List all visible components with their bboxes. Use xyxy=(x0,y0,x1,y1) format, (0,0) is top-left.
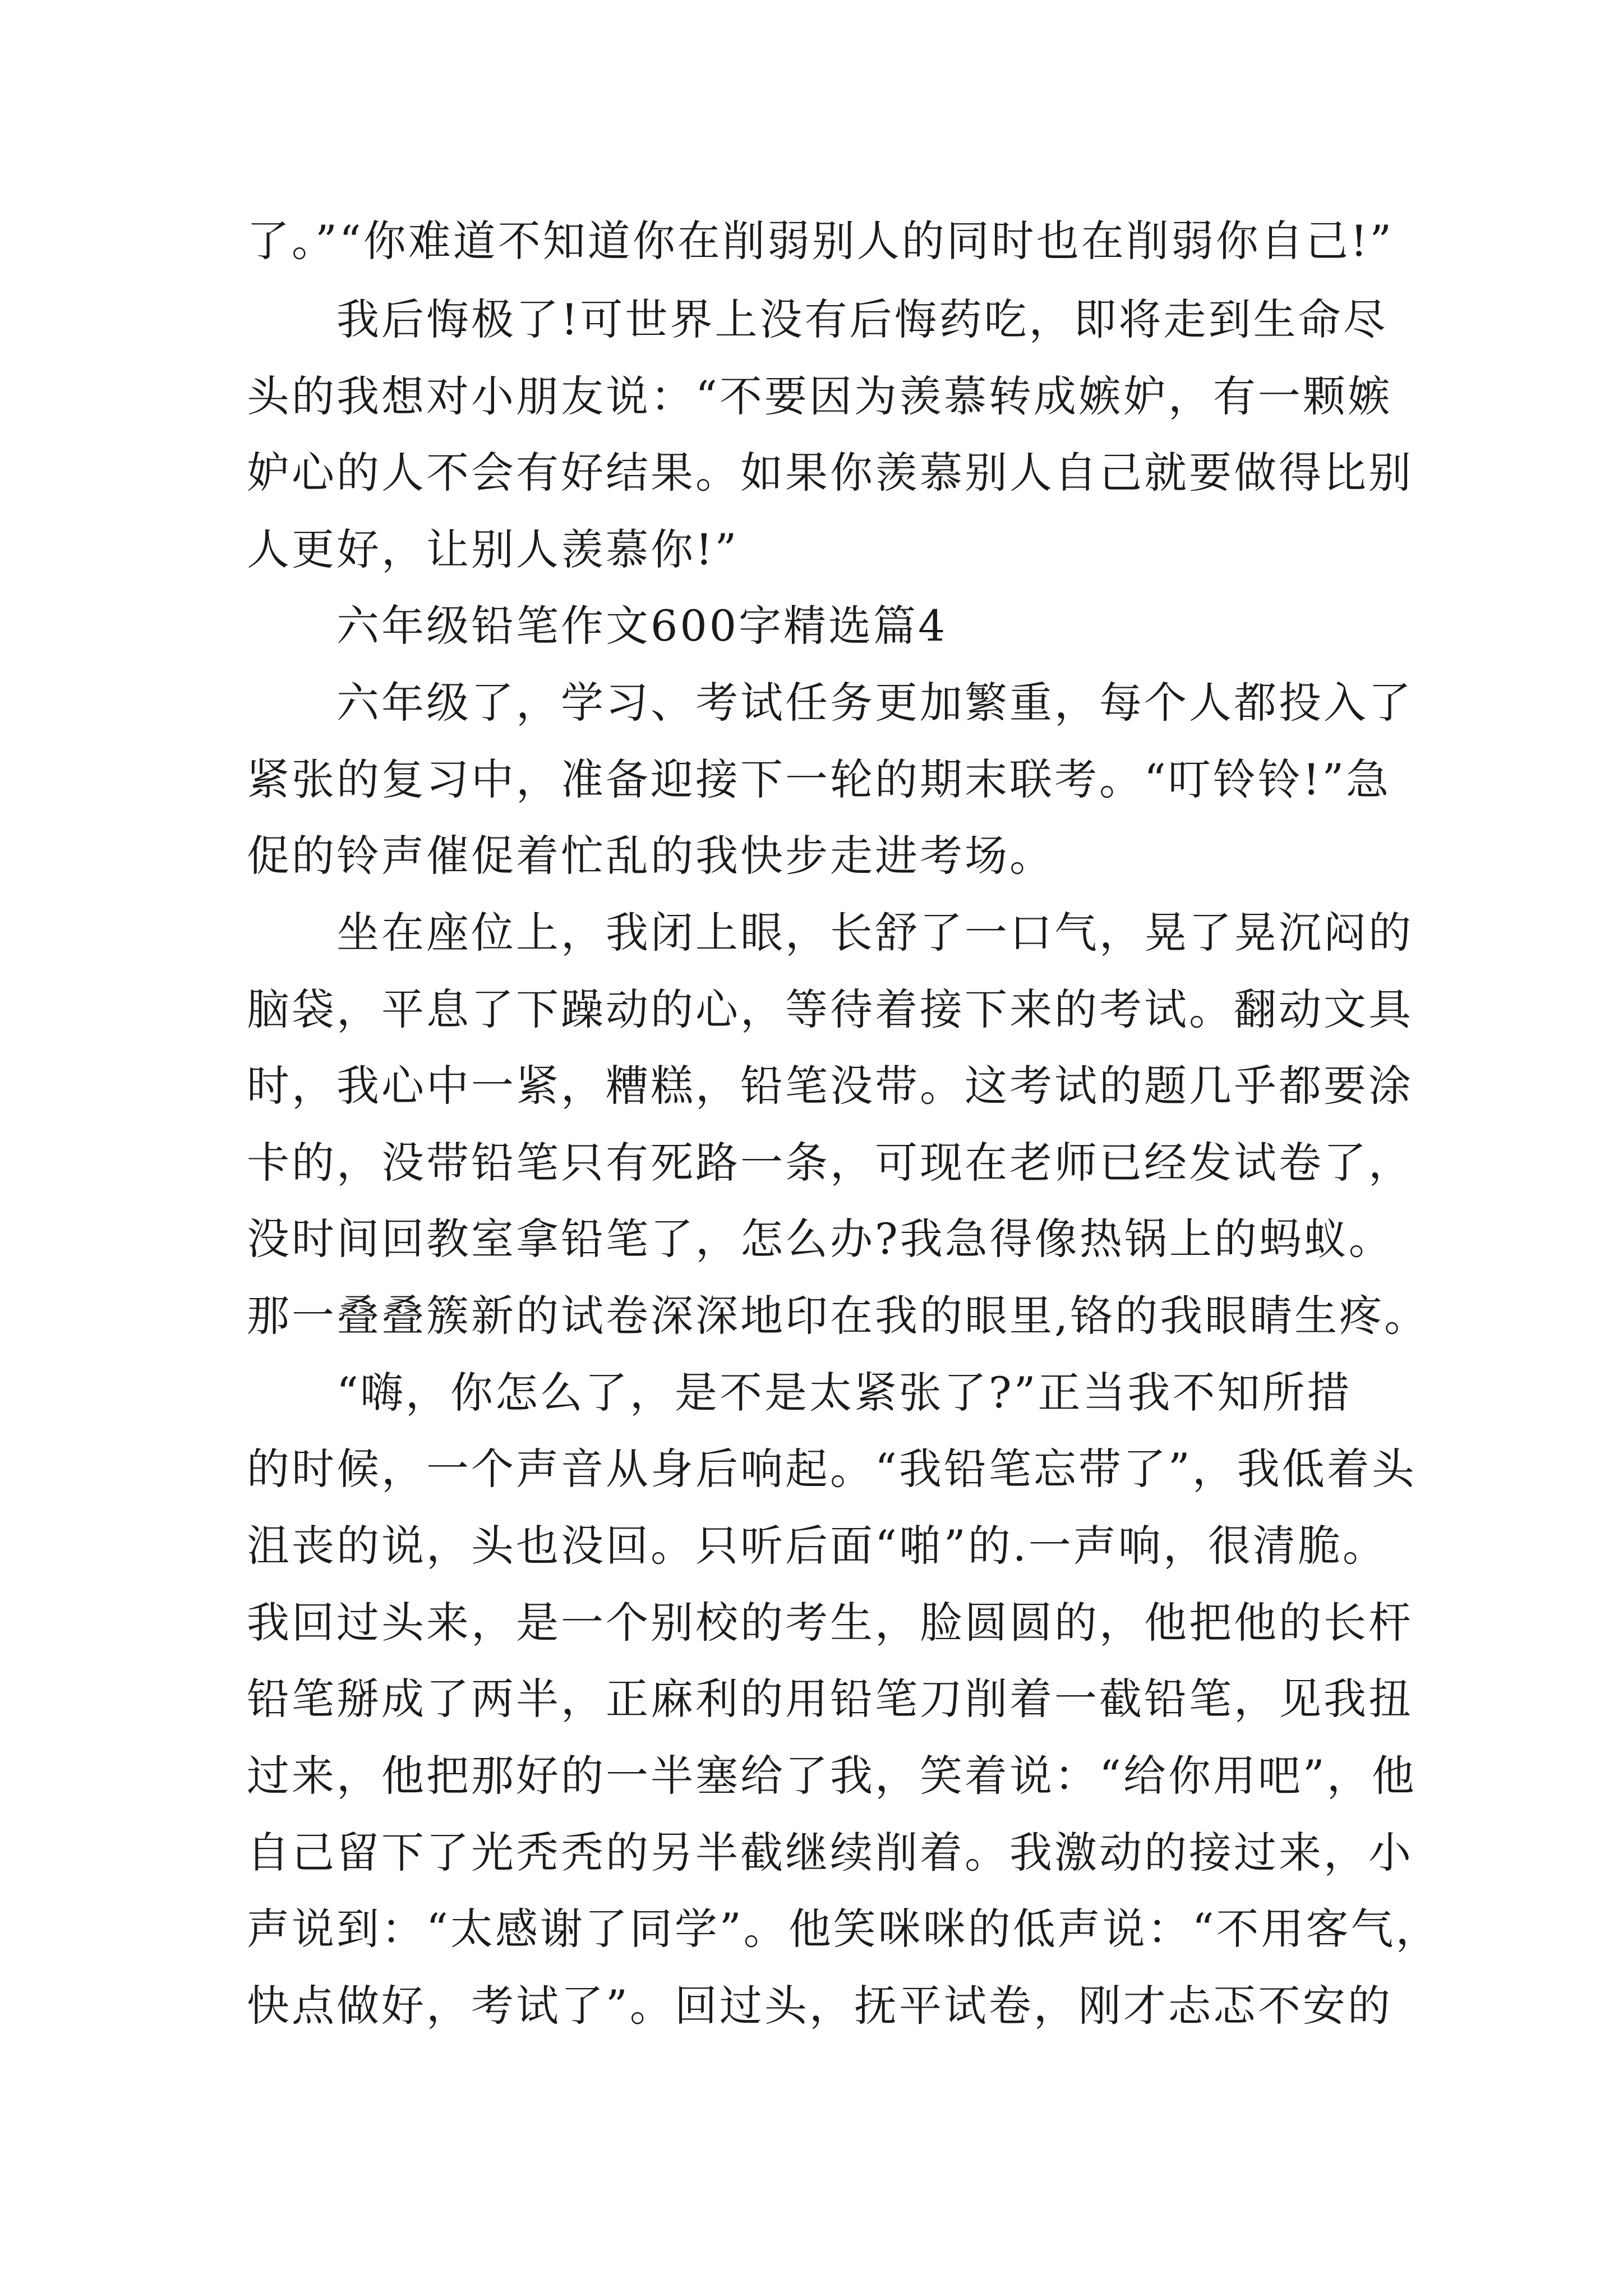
text-line: 人更好，让别人羡慕你!” xyxy=(247,524,739,574)
text-line: 的时候，一个声音从身后响起。“我铅笔忘带了”，我低着头 xyxy=(247,1444,1417,1494)
text-line: 头的我想对小朋友说：“不要因为羡慕转成嫉妒，有一颗嫉 xyxy=(247,371,1393,421)
text-line: 卡的，没带铅笔只有死路一条，可现在老师已经发试卷了， xyxy=(247,1138,1413,1188)
paragraph-start-line: 坐在座位上，我闭上眼，长舒了一口气，晃了晃沉闷的 xyxy=(336,908,1413,958)
paragraph-start-line: 我后悔极了!可世界上没有后悔药吃，即将走到生命尽 xyxy=(336,295,1388,344)
text-line: 我回过头来，是一个别校的考生，脸圆圆的，他把他的长杆 xyxy=(247,1598,1413,1648)
text-line: 那一叠叠簇新的试卷深深地印在我的眼里,铬的我眼睛生疼。 xyxy=(247,1291,1430,1341)
text-line: 没时间回教室拿铅笔了，怎么办?我急得像热锅上的蚂蚁。 xyxy=(247,1214,1394,1264)
text-line: 自己留下了光秃秃的另半截继续削着。我激动的接过来，小 xyxy=(247,1828,1413,1878)
paragraph-start-line: 六年级了，学习、考试任务更加繁重，每个人都投入了 xyxy=(336,678,1413,728)
text-line: 时，我心中一紧，糟糕，铅笔没带。这考试的题几乎都要涂 xyxy=(247,1061,1413,1111)
text-line: 脑袋，平息了下躁动的心，等待着接下来的考试。翻动文具 xyxy=(247,984,1413,1034)
text-line: 妒心的人不会有好结果。如果你羡慕别人自己就要做得比别 xyxy=(247,448,1413,498)
text-line: 快点做好，考试了”。回过头，抚平试卷，刚才忐忑不安的 xyxy=(247,1981,1393,2031)
text-line: 了。”“你难道不知道你在削弱别人的同时也在削弱你自己!” xyxy=(247,216,1394,266)
section-heading: 六年级铅笔作文600字精选篇4 xyxy=(336,601,948,651)
text-line: 沮丧的说，头也没回。只听后面“啪”的.一声响，很清脆。 xyxy=(247,1521,1387,1571)
text-line: 铅笔掰成了两半，正麻利的用铅笔刀削着一截铅笔，见我扭 xyxy=(247,1674,1413,1724)
text-line: 紧张的复习中，准备迎接下一轮的期末联考。“叮铃铃!”急 xyxy=(247,754,1391,804)
paragraph-start-line: “嗨，你怎么了，是不是太紧张了?”正当我不知所措 xyxy=(336,1368,1352,1418)
text-line: 促的铃声催促着忙乱的我快步走进考场。 xyxy=(247,831,1054,881)
text-line: 过来，他把那好的一半塞给了我，笑着说：“给你用吧”，他 xyxy=(247,1751,1417,1801)
text-line: 声说到：“太感谢了同学”。他笑咪咪的低声说：“不用客气， xyxy=(247,1904,1441,1954)
